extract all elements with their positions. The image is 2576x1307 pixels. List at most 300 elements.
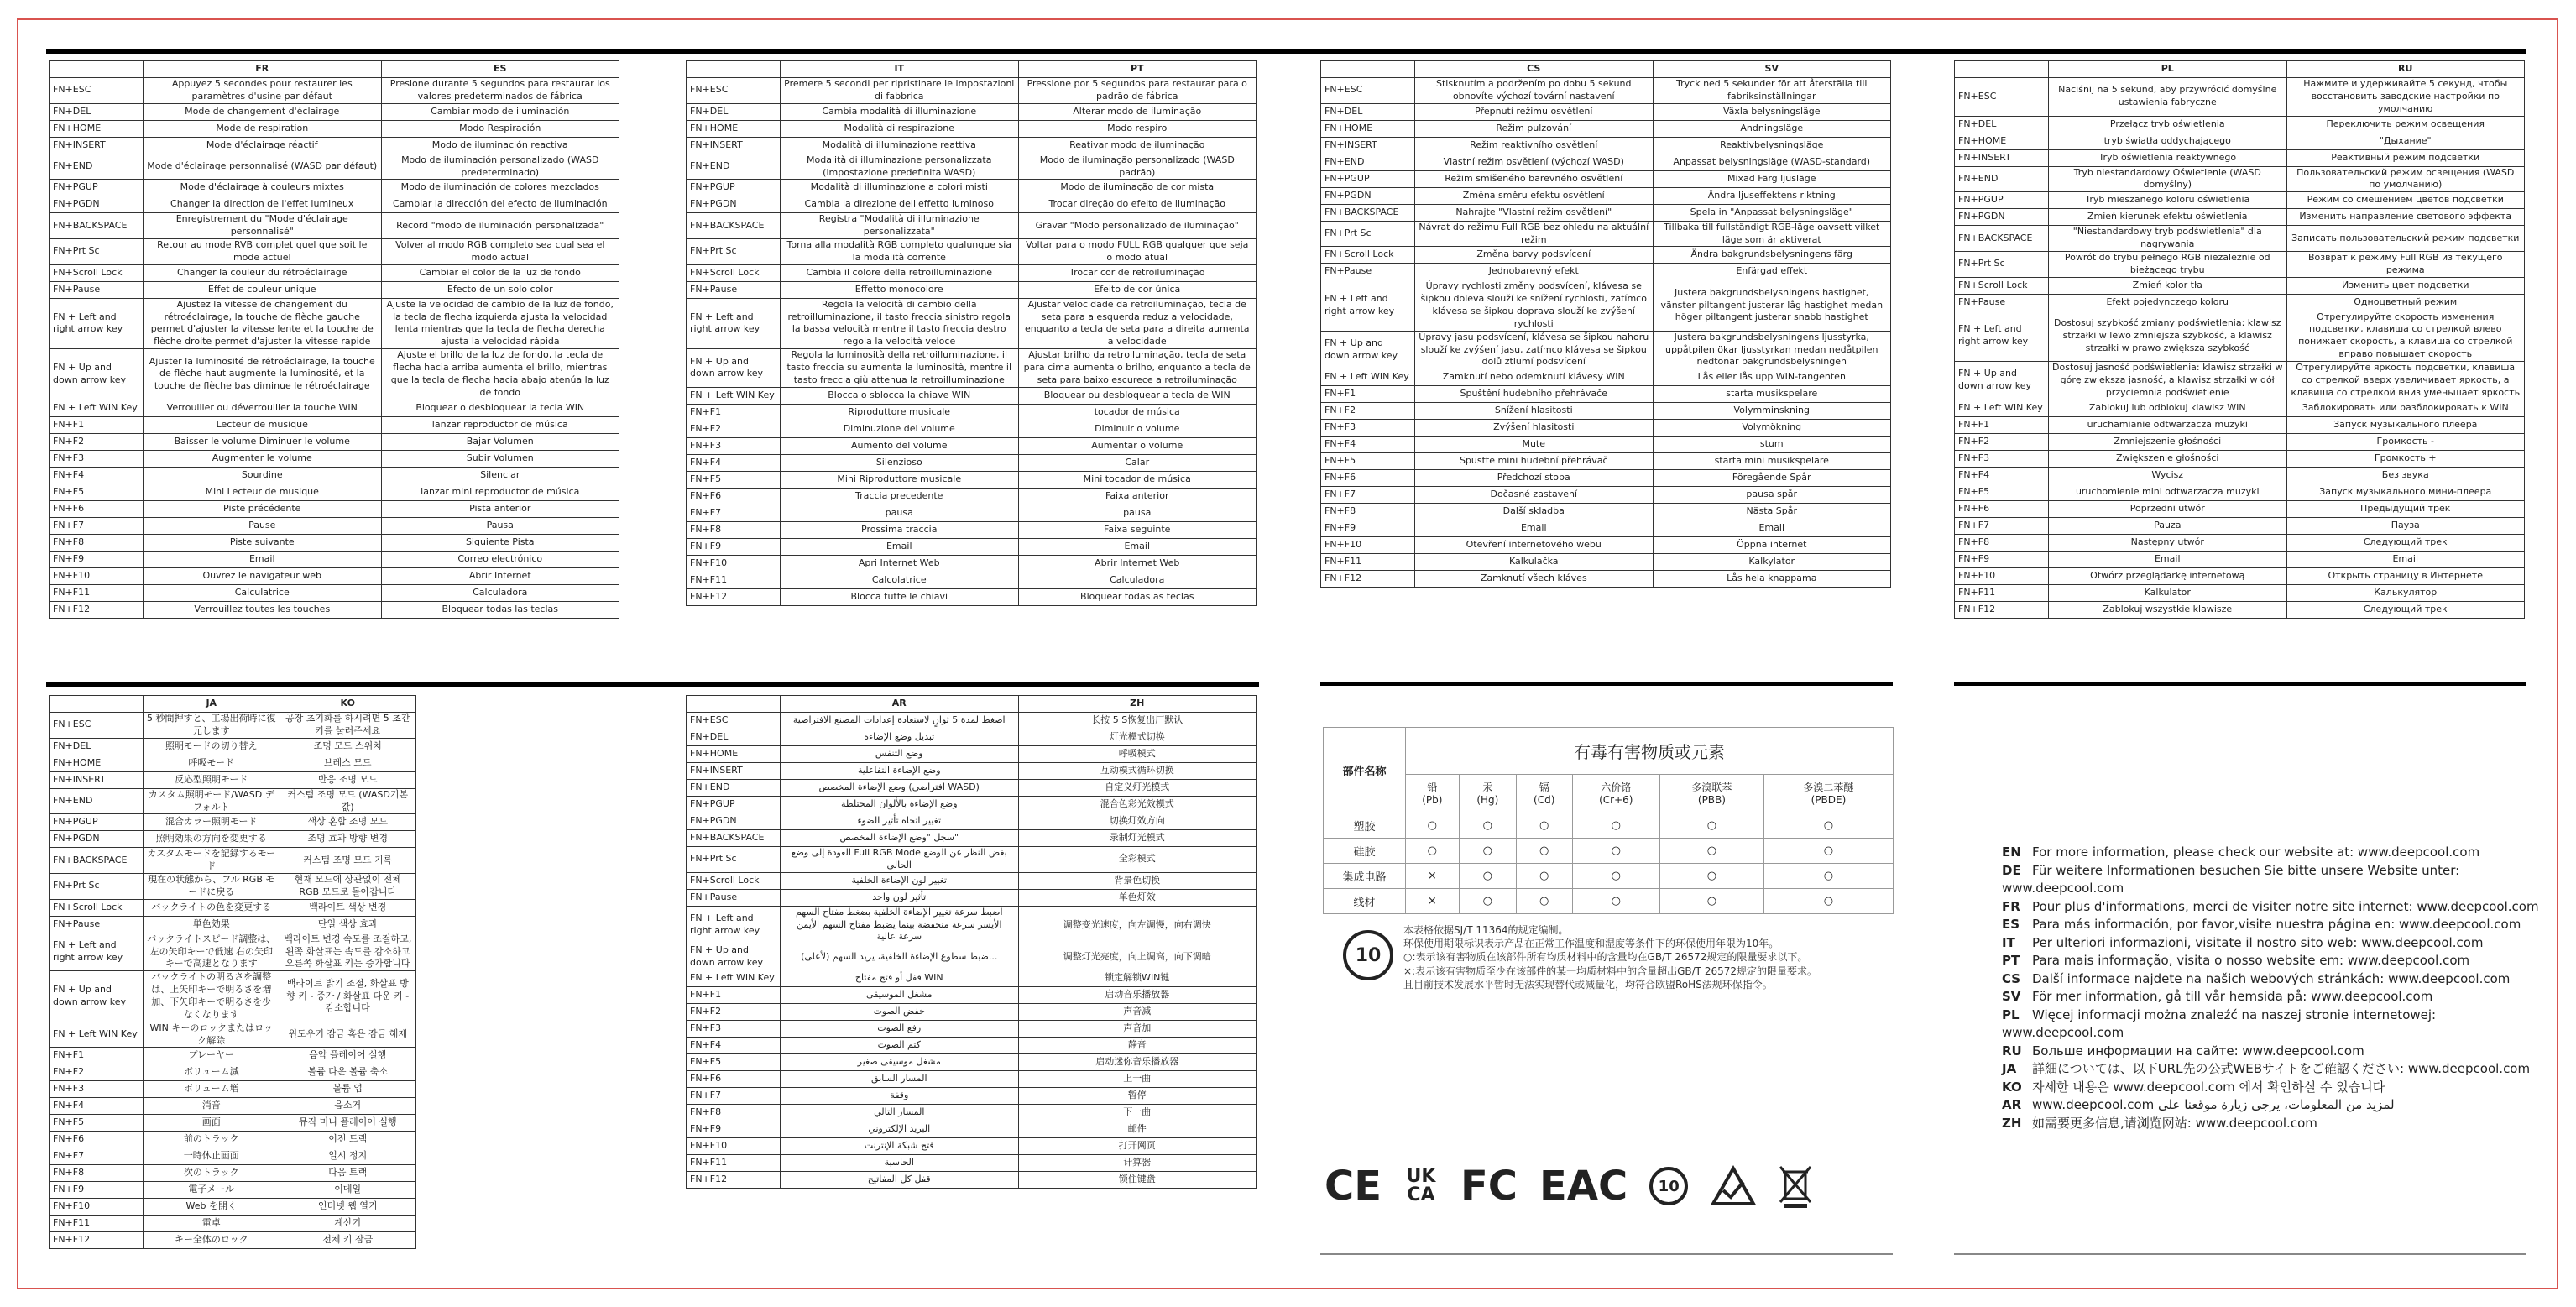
key-combo-cell: FN+Prt Sc: [1321, 221, 1415, 247]
function-cell: Bloquear o desbloquear la tecla WIN: [381, 400, 619, 416]
key-combo-cell: FN+F9: [687, 1121, 781, 1137]
function-cell: Dostosuj jasność podświetlenia: klawisz strzałki w górę zwiększa jasność, a klawisz strzałki w dół przyciemnia podświetlenie: [2049, 361, 2287, 400]
substance-mark-cell: ○: [1406, 839, 1460, 864]
function-cell: Silenzioso: [781, 454, 1019, 471]
function-cell: Zamknutí nebo odemknutí klávesy WIN: [1415, 369, 1654, 386]
key-combo-cell: FN+F5: [50, 484, 144, 500]
fcc-mark-icon: FC: [1460, 1163, 1518, 1210]
function-cell: Kalkulator: [2049, 584, 2287, 601]
function-cell: Открыть страницу в Интернете: [2286, 567, 2525, 584]
table-row: [50, 103, 619, 120]
table-row: [1955, 467, 2525, 484]
function-cell: プレーヤー: [144, 1048, 280, 1064]
key-combo-cell: FN + Up and down arrow key: [687, 944, 781, 970]
function-cell: tryb światła oddychającego: [2049, 133, 2287, 149]
table-row: [1321, 420, 1891, 437]
table-row: [687, 349, 1257, 388]
weee-bin-icon: [1779, 1163, 1812, 1209]
hazard-note-line: ×:表示该有害物质至少在该部件的某一均质材料中的含量超出GB/T 26572规定的限量要求。: [1403, 965, 1817, 977]
substance-header: [1660, 775, 1764, 813]
key-combo-cell: FN+F9: [50, 1182, 144, 1199]
table-row: [687, 763, 1257, 780]
website-info-text: Další informace najdete na našich webových stránkách: www.deepcool.com: [2032, 970, 2511, 986]
function-cell: Modalità di illuminazione a colori misti: [781, 180, 1019, 196]
key-combo-cell: FN + Left and right arrow key: [687, 906, 781, 944]
table-row: [687, 180, 1257, 196]
function-cell: Aumento del volume: [781, 437, 1019, 454]
substance-symbol: (Pb): [1422, 793, 1443, 806]
function-cell: Verrouiller ou déverrouiller la touche WIN: [144, 400, 382, 416]
key-combo-cell: FN+F3: [687, 1020, 781, 1037]
key-combo-cell: FN+F8: [50, 534, 144, 551]
key-combo-cell: FN+F7: [50, 517, 144, 534]
table-row: [687, 555, 1257, 572]
table-header-row: [687, 61, 1257, 78]
hazard-note-line: 且目前技术发展水平暂时无法实现替代或减量化，均符合欧盟RoHS法规环保指令。: [1403, 978, 1773, 991]
function-cell: 下一曲: [1018, 1104, 1257, 1121]
key-combo-cell: FN+F10: [1955, 567, 2049, 584]
function-cell: Justera bakgrundsbelysningens hastighet, vänster piltangent justerar låg hastighet medan höger piltangent justerar snabb hastighet: [1653, 280, 1891, 331]
table-row: [50, 264, 619, 281]
table-row: [50, 738, 416, 755]
table-row: [50, 433, 619, 450]
key-combo-cell: FN + Left WIN Key: [1955, 400, 2049, 416]
function-cell: 声音减: [1018, 1003, 1257, 1020]
table-row: [1321, 554, 1891, 571]
key-combo-cell: FN+PGDN: [687, 196, 781, 213]
table-row: [687, 813, 1257, 830]
key-combo-cell: FN + Up and down arrow key: [1955, 361, 2049, 400]
function-cell: Režim smíšeného barevného osvětlení: [1415, 170, 1654, 187]
function-cell: Enfärgad effekt: [1653, 264, 1891, 280]
key-combo-cell: FN+F3: [1955, 450, 2049, 467]
key-combo-cell: FN+INSERT: [50, 771, 144, 788]
key-combo-cell: FN + Up and down arrow key: [50, 971, 144, 1022]
key-combo-cell: FN+PGUP: [50, 814, 144, 831]
key-combo-cell: FN+F5: [1321, 453, 1415, 470]
table-row: [50, 416, 619, 433]
table-row: [687, 1020, 1257, 1037]
key-combo-cell: FN+F3: [1321, 420, 1415, 437]
table-row: [1955, 209, 2525, 226]
key-combo-cell: FN+PGUP: [687, 797, 781, 813]
key-combo-cell: FN+F6: [1321, 470, 1415, 487]
key-combo-cell: FN+BACKSPACE: [687, 830, 781, 847]
language-column-header: JA: [144, 696, 280, 713]
table-row: [50, 154, 619, 180]
table-row: [1955, 133, 2525, 149]
function-cell: Apri Internet Web: [781, 555, 1019, 572]
key-combo-cell: FN+INSERT: [1321, 137, 1415, 154]
function-cell: Úpravy jasu podsvícení, klávesa se šipkou nahoru slouží ke zvýšení jasu, zatímco klávesa se šipkou dolů ztlumí podsvícení: [1415, 331, 1654, 369]
function-cell: Presione durante 5 segundos para restaurar los valores predeterminados de fábrica: [381, 78, 619, 104]
function-cell: 静音: [1018, 1037, 1257, 1053]
function-cell: Justera bakgrundsbelysningens ljusstyrka, uppåtpilen ökar ljusstyrkan medan nedåtpilen nedtonar bakgrundsbelysningen: [1653, 331, 1891, 369]
function-cell: Gravar "Modo personalizado de iluminação": [1018, 213, 1257, 239]
substance-mark-cell: ○: [1406, 813, 1460, 839]
section-rule: [46, 49, 2526, 54]
function-cell: Modalità di illuminazione reattiva: [781, 137, 1019, 154]
function-cell: Volymökning: [1653, 420, 1891, 437]
function-cell: Návrat do režimu Full RGB bez ohledu na aktuální režim: [1415, 221, 1654, 247]
table-row: [687, 729, 1257, 746]
function-cell: Torna alla modalità RGB completo qualunque sia la modalità corrente: [781, 239, 1019, 265]
function-cell: وضع التنفس: [781, 746, 1019, 763]
table-row: [687, 1104, 1257, 1121]
function-cell: Bloquear ou desbloquear a tecla de WIN: [1018, 387, 1257, 404]
function-cell: 调整变光速度，向左调慢，向右调快: [1018, 906, 1257, 944]
table-row: [50, 500, 619, 517]
function-cell: tocador de música: [1018, 404, 1257, 421]
function-cell: pausa: [1018, 505, 1257, 521]
table-row: [1955, 551, 2525, 567]
substance-mark-cell: ○: [1660, 864, 1764, 889]
table-row: [50, 450, 619, 467]
table-row: [687, 137, 1257, 154]
function-cell: رفع الصوت: [781, 1020, 1019, 1037]
function-cell: 커스텀 조명 모드 (WASD기본값): [280, 788, 416, 814]
table-row: [50, 916, 416, 933]
function-cell: Abrir Internet Web: [1018, 555, 1257, 572]
substance-header: [1459, 775, 1516, 813]
key-combo-cell: FN+PGDN: [50, 831, 144, 848]
function-cell: Mode d'éclairage à couleurs mixtes: [144, 180, 382, 196]
function-cell: Предыдущий трек: [2286, 500, 2525, 517]
substance-mark-cell: ○: [1516, 813, 1572, 839]
key-combo-cell: FN+F12: [687, 588, 781, 605]
table-row: [50, 137, 619, 154]
function-cell: 消音: [144, 1098, 280, 1115]
function-cell: 색상 혼합 조명 모드: [280, 814, 416, 831]
function-cell: Režim pulzování: [1415, 120, 1654, 137]
key-combo-cell: FN+END: [50, 154, 144, 180]
language-code: DE: [2002, 862, 2021, 878]
website-info-line: [2002, 1060, 2539, 1079]
table-row: [1321, 470, 1891, 487]
key-table-ar-zh: [686, 695, 1257, 1189]
function-cell: 呼吸模式: [1018, 746, 1257, 763]
key-combo-cell: FN+F5: [1955, 484, 2049, 500]
function-cell: Jednobarevný efekt: [1415, 264, 1654, 280]
function-cell: Další skladba: [1415, 504, 1654, 520]
function-cell: 照明効果の方向を変更する: [144, 831, 280, 848]
substance-symbol: (PBB): [1697, 793, 1726, 806]
key-combo-cell: FN + Left and right arrow key: [687, 298, 781, 348]
certification-marks: [1325, 1163, 1812, 1210]
function-cell: Kalkulačka: [1415, 554, 1654, 571]
table-row: [1321, 187, 1891, 204]
substance-mark-cell: ○: [1459, 889, 1516, 914]
table-row: [687, 505, 1257, 521]
key-combo-cell: FN+F3: [50, 450, 144, 467]
table-row: [1321, 331, 1891, 369]
function-cell: Bloquear todas as teclas: [1018, 588, 1257, 605]
table-row: [1955, 251, 2525, 277]
table-row: [50, 196, 619, 213]
function-cell: وضع الإضاءة التفاعلية: [781, 763, 1019, 780]
language-column-header: ES: [381, 61, 619, 78]
substance-mark-cell: ○: [1516, 889, 1572, 914]
table-row: [687, 713, 1257, 729]
table-row: [1321, 221, 1891, 247]
function-cell: 백라이트 색상 변경: [280, 899, 416, 916]
function-cell: Email: [1653, 520, 1891, 537]
key-combo-cell: FN+PGDN: [1955, 209, 2049, 226]
key-combo-cell: FN+F2: [50, 1064, 144, 1081]
language-code: RU: [2002, 1043, 2022, 1059]
function-cell: Modo de iluminação personalizado (WASD padrão): [1018, 154, 1257, 180]
function-cell: Ändra ljuseffektens riktning: [1653, 187, 1891, 204]
function-cell: 调整灯光亮度，向上调高，向下调暗: [1018, 944, 1257, 970]
function-cell: Dočasné zastavení: [1415, 487, 1654, 504]
function-cell: 呼吸モード: [144, 755, 280, 771]
website-info-line: [2002, 1006, 2539, 1043]
table-row: [1321, 386, 1891, 403]
website-info-text: Para más información, por favor,visite nuestra página en: www.deepcool.com: [2032, 917, 2521, 932]
eco-period-label: 10: [1355, 944, 1382, 966]
key-combo-cell: FN+DEL: [1955, 116, 2049, 133]
function-cell: Одноцветный режим: [2286, 294, 2525, 311]
function-cell: خفض الصوت: [781, 1003, 1019, 1020]
function-cell: 음악 플레이어 실행: [280, 1048, 416, 1064]
table-row: [1321, 103, 1891, 120]
function-cell: 反応型照明モード: [144, 771, 280, 788]
eco-10-mark-icon: [1649, 1167, 1688, 1205]
table-row: [687, 298, 1257, 348]
function-cell: 현재 모드에 상관없이 전체 RGB 모드로 돌아갑니다: [280, 874, 416, 900]
function-cell: Ajustez la vitesse de changement du rétroéclairage, la touche de flèche gauche permet d'ajuster la vitesse lente et la touche de flèche droite permet d'ajuster la vitesse rapide: [144, 298, 382, 348]
table-row: [687, 154, 1257, 180]
function-cell: WIN キーのロックまたはロック解除: [144, 1022, 280, 1048]
website-info-line: [2002, 1043, 2539, 1061]
key-combo-cell: FN+F8: [1321, 504, 1415, 520]
key-combo-cell: FN+F2: [50, 433, 144, 450]
key-combo-cell: FN+F12: [50, 601, 144, 618]
function-cell: Cambia il colore della retroilluminazione: [781, 264, 1019, 281]
function-cell: Změna směru efektu osvětlení: [1415, 187, 1654, 204]
language-code: JA: [2002, 1061, 2017, 1076]
function-cell: 조명 효과 방향 변경: [280, 831, 416, 848]
table-header-row: [1321, 61, 1891, 78]
table-row: [1321, 204, 1891, 221]
function-cell: Přepnutí režimu osvětlení: [1415, 103, 1654, 120]
website-info-text: Więcej informacji można znaleźć na naszej stronie internetowej: www.deepcool.com: [2002, 1006, 2437, 1040]
table-row: [687, 872, 1257, 889]
function-cell: Tillbaka till fullständigt RGB-läge oavsett vilket läge som är aktiverat: [1653, 221, 1891, 247]
key-combo-cell: FN+PGDN: [687, 813, 781, 830]
function-cell: Lås hela knappama: [1653, 571, 1891, 588]
function-cell: Ajuster la luminosité de rétroéclairage, la touche de flèche haut augmente la luminosité, et la touche de flèche bas diminue le rétroéclairage: [144, 349, 382, 400]
table-row: [1955, 116, 2525, 133]
table-row: [687, 421, 1257, 437]
table-row: [687, 78, 1257, 104]
table-row: [50, 1165, 416, 1182]
function-cell: المسار التالي: [781, 1104, 1019, 1121]
key-combo-cell: FN+ESC: [50, 713, 144, 739]
function-cell: Silenciar: [381, 467, 619, 484]
hazard-row: [1324, 864, 1894, 889]
key-combo-cell: FN+Scroll Lock: [687, 264, 781, 281]
key-combo-cell: FN + Left WIN Key: [50, 400, 144, 416]
function-cell: Пауза: [2286, 517, 2525, 534]
table-row: [50, 771, 416, 788]
key-combo-cell: FN+F9: [1955, 551, 2049, 567]
table-row: [687, 944, 1257, 970]
function-cell: Föregående Spår: [1653, 470, 1891, 487]
function-cell: Modalità di illuminazione personalizzata (impostazione predefinita WASD): [781, 154, 1019, 180]
key-combo-cell: FN+ESC: [1955, 78, 2049, 117]
function-cell: Następny utwór: [2049, 534, 2287, 551]
key-combo-cell: FN+F6: [50, 500, 144, 517]
key-combo-cell: FN+END: [50, 788, 144, 814]
function-cell: 뮤직 미니 플레이어 실행: [280, 1115, 416, 1132]
substance-mark-cell: ○: [1763, 864, 1893, 889]
table-row: [50, 1182, 416, 1199]
function-cell: Nästa Spår: [1653, 504, 1891, 520]
hazard-note-line: 本表格依据SJ/T 11364的规定编制。: [1403, 924, 1569, 936]
key-combo-cell: FN+F5: [687, 471, 781, 488]
language-code: CS: [2002, 970, 2021, 986]
key-combo-cell: FN+F6: [50, 1132, 144, 1148]
key-column-header: [1955, 61, 2049, 78]
key-combo-cell: FN+F1: [50, 416, 144, 433]
language-code: KO: [2002, 1079, 2022, 1095]
function-cell: Retour au mode RVB complet quel que soit le mode actuel: [144, 239, 382, 265]
function-cell: Mode de respiration: [144, 120, 382, 137]
key-combo-cell: FN+F9: [50, 551, 144, 567]
function-cell: Subir Volumen: [381, 450, 619, 467]
function-cell: Diminuir o volume: [1018, 421, 1257, 437]
function-cell: Zmień kolor tła: [2049, 277, 2287, 294]
substance-symbol: (Cd): [1534, 793, 1555, 806]
table-row: [1955, 311, 2525, 361]
function-cell: Mixad Färg ljusläge: [1653, 170, 1891, 187]
table-row: [1955, 433, 2525, 450]
key-combo-cell: FN + Left WIN Key: [50, 1022, 144, 1048]
key-combo-cell: FN+Prt Sc: [50, 239, 144, 265]
substance-mark-cell: ○: [1459, 839, 1516, 864]
substance-mark-cell: ○: [1660, 839, 1764, 864]
function-cell: Vlastní režim osvětlení (výchozí WASD): [1415, 154, 1654, 170]
website-info-text: Pour plus d'informations, merci de visiter notre site internet: www.deepcool.com: [2032, 898, 2539, 914]
key-combo-cell: FN+HOME: [50, 755, 144, 771]
table-row: [687, 120, 1257, 137]
function-cell: Poprzedni utwór: [2049, 500, 2287, 517]
key-combo-cell: FN + Left and right arrow key: [50, 933, 144, 971]
function-cell: Trocar cor de retroiluminação: [1018, 264, 1257, 281]
table-row: [687, 1087, 1257, 1104]
key-combo-cell: FN+ESC: [1321, 78, 1415, 104]
key-combo-cell: FN+PGUP: [1955, 192, 2049, 209]
table-row: [1321, 369, 1891, 386]
function-cell: Ajustar brilho da retroiluminação, tecla de seta para cima aumenta o brilho, enquanto a tecla de seta para baixo escurece a retroiluminação: [1018, 349, 1257, 388]
function-cell: 照明モードの切り替え: [144, 738, 280, 755]
table-row: [50, 1064, 416, 1081]
table-row: [1321, 520, 1891, 537]
table-header-row: [50, 61, 619, 78]
key-combo-cell: FN+Scroll Lock: [1321, 247, 1415, 264]
function-cell: 录制灯光模式: [1018, 830, 1257, 847]
key-combo-cell: FN+F7: [1955, 517, 2049, 534]
function-cell: Spela in "Anpassat belysningsläge": [1653, 204, 1891, 221]
function-cell: 브레스 모드: [280, 755, 416, 771]
table-row: [1955, 166, 2525, 192]
function-cell: Úpravy rychlosti změny podsvícení, klávesa se šipkou doleva slouží ke snížení rychlosti, zatímco klávesa se šipkou doprava slouží ke zvýšení rychlosti: [1415, 280, 1654, 331]
table-row: [50, 400, 619, 416]
table-row: [50, 1081, 416, 1098]
substance-header: [1763, 775, 1893, 813]
function-cell: Předchozí stopa: [1415, 470, 1654, 487]
key-combo-cell: FN+F8: [687, 521, 781, 538]
function-cell: 볼륨 업: [280, 1081, 416, 1098]
key-combo-cell: FN+F7: [687, 1087, 781, 1104]
function-cell: Нажмите и удерживайте 5 секунд, чтобы восстановить заводские настройки по умолчанию: [2286, 78, 2525, 117]
function-cell: Przełącz tryb oświetlenia: [2049, 116, 2287, 133]
key-table-ja-ko: [49, 695, 416, 1249]
function-cell: Otevření internetového webu: [1415, 537, 1654, 554]
function-cell: Bajar Volumen: [381, 433, 619, 450]
function-cell: Mode de changement d'éclairage: [144, 103, 382, 120]
table-row: [50, 120, 619, 137]
function-cell: 画面: [144, 1115, 280, 1132]
table-row: [50, 78, 619, 104]
function-cell: Nahrajte "Vlastní režim osvětlení": [1415, 204, 1654, 221]
key-combo-cell: FN + Left WIN Key: [1321, 369, 1415, 386]
function-cell: 邮件: [1018, 1121, 1257, 1137]
key-combo-cell: FN+F12: [1321, 571, 1415, 588]
table-row: [687, 103, 1257, 120]
function-cell: Email: [1415, 520, 1654, 537]
function-cell: مشغل الموسيقى: [781, 986, 1019, 1003]
function-cell: Efeito de cor única: [1018, 281, 1257, 298]
table-row: [1955, 226, 2525, 252]
substance-header: [1516, 775, 1572, 813]
key-combo-cell: FN+F1: [687, 986, 781, 1003]
function-cell: 锁住键盘: [1018, 1171, 1257, 1188]
table-row: [1321, 571, 1891, 588]
table-row: [687, 1037, 1257, 1053]
function-cell: 백라이트 변경 속도를 조절하고, 왼쪽 화살표는 속도를 감소하고 오른쪽 화살표 키는 증가합니다: [280, 933, 416, 971]
function-cell: تغيير اتجاه تأثير الضوء: [781, 813, 1019, 830]
table-row: [50, 1132, 416, 1148]
function-cell: Tryck ned 5 sekunder för att återställa till fabriksinställningar: [1653, 78, 1891, 104]
key-combo-cell: FN+ESC: [687, 713, 781, 729]
table-row: [1321, 453, 1891, 470]
key-combo-cell: FN+Prt Sc: [1955, 251, 2049, 277]
function-cell: العودة إلى وضع Full RGB Mode بغض النظر عن الوضع الحالي: [781, 847, 1019, 873]
function-cell: Diminuzione del volume: [781, 421, 1019, 437]
key-combo-cell: FN+F7: [687, 505, 781, 521]
function-cell: 打开网页: [1018, 1137, 1257, 1154]
website-info-text: 詳細については、以下URL先の公式WEBサイトをご確認ください: www.deepcool.com: [2032, 1061, 2531, 1076]
function-cell: Lecteur de musique: [144, 416, 382, 433]
key-combo-cell: FN+Scroll Lock: [687, 872, 781, 889]
key-combo-cell: FN+INSERT: [1955, 149, 2049, 166]
function-cell: 이메일: [280, 1182, 416, 1199]
function-cell: 背景色切换: [1018, 872, 1257, 889]
website-info-line: [2002, 1096, 2539, 1115]
language-column-header: CS: [1415, 61, 1654, 78]
function-cell: キー全体のロック: [144, 1232, 280, 1249]
ukca-label: UK CA: [1406, 1166, 1436, 1205]
table-row: [50, 281, 619, 298]
table-row: [687, 264, 1257, 281]
function-cell: Переключить режим освещения: [2286, 116, 2525, 133]
table-row: [50, 534, 619, 551]
function-cell: 前のトラック: [144, 1132, 280, 1148]
key-column-header: [50, 61, 144, 78]
key-combo-cell: FN+BACKSPACE: [50, 213, 144, 239]
